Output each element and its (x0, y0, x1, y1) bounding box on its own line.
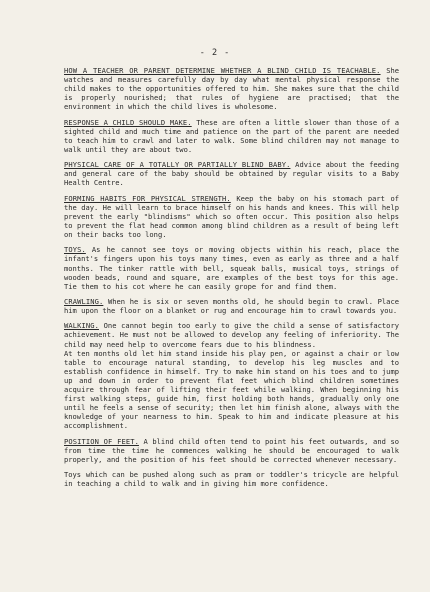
page-number: - 2 - (199, 48, 231, 58)
text-walking: One cannot begin too early to give the child a sense of satisfactory achievement. He must not be allowed to develop any feeling of inferiority. The child may need help to overcome fears due to his blindness. (64, 321, 399, 349)
text-push-toys: Toys which can be pushed along such as pram or toddler's tricycle are helpful in teaching a child to walk and in giving him more confidence. (64, 470, 399, 489)
paragraph-teachable (64, 66, 399, 111)
text-response: These are often a little slower than those of a sighted child and much time and patience on the part of the parent are needed to teach him to crawl and later to walk. Some blind children may not manage to walk until they are about two. (64, 117, 399, 154)
paragraph-position-of-feet (64, 437, 399, 464)
heading-response: RESPONSE A CHILD SHOULD MAKE. (64, 117, 192, 127)
paragraph-push-toys (64, 470, 399, 488)
text-habits: Keep the baby on his stomach part of the day. He will learn to brace himself on his hands and knees. This will help prevent the early "blindisms" which so often occur. This position also helps to prevent the flat head common among blind children as a result of being left on their backs too long. (64, 193, 399, 240)
heading-position-of-feet: POSITION OF FEET. (64, 436, 139, 446)
text-teachable: She watches and measures carefully day by day what mental physical response the child makes to the opportunities offered to him. She makes sure that the child is properly nourished; that rules of hygiene are practised; that the environment in which the child lives is wholesome. (64, 66, 399, 112)
heading-crawling: CRAWLING. (64, 297, 104, 306)
heading-teachable: HOW A TEACHER OR PARENT DETERMINE WHETHER A BLIND CHILD IS TEACHABLE. (64, 66, 381, 75)
paragraph-response (64, 118, 399, 154)
paragraph-crawling (64, 297, 399, 315)
paragraph-physical-care (64, 160, 399, 187)
heading-habits: FORMING HABITS FOR PHYSICAL STRENGTH. (64, 193, 231, 203)
paragraph-walking-continued (64, 349, 399, 431)
paragraph-habits (64, 194, 399, 239)
heading-walking: WALKING. (64, 321, 99, 331)
text-walking-continued: At ten months old let him stand inside his play pen, or against a chair or low table to encourage natural standing, to develop his leg muscles and to establish confidence in himself. Try to make him stand on his toes and to jump up and down in order to prevent flat feet which blind children sometimes acquire through fear of lifting their feet while walking. When beginning his first walking steps, guide him, first holding both hands, gradually only one until he feels a sense of security; then let him finish alone, always with the knowledge of your nearness to him. Speak to him and indicate pleasure at his accomplishment. (64, 348, 399, 431)
paragraph-toys (64, 245, 399, 290)
text-toys: As he cannot see toys or moving objects within his reach, place the infant's fingers upon his toys many times, even as early as three and a half months. The tinker rattle with bell, squeak balls, musical toys, strings of wooden beads, round and square, are examples of the best toys for this age. Tie them to his cot where he can easily grope for and find them. (64, 245, 399, 291)
text-position-of-feet: A blind child often tend to point his feet outwards, and so from time the time he commences walking he should be encouraged to walk properly, and the position of his feet should be corrected whenever necessary. (64, 436, 399, 464)
text-crawling: When he is six or seven months old, he should begin to crawl. Place him upon the floor on a blanket or rug and encourage him to crawl towards you. (64, 297, 399, 316)
paragraph-walking (64, 321, 399, 348)
document-body (64, 66, 399, 495)
heading-toys: TOYS. (64, 245, 86, 255)
heading-physical-care: PHYSICAL CARE OF A TOTALLY OR PARTIALLY BLIND BABY. (64, 160, 291, 170)
text-physical-care: Advice about the feeding and general care of the baby should be obtained by regular visits to a Baby Health Centre. (64, 160, 399, 188)
